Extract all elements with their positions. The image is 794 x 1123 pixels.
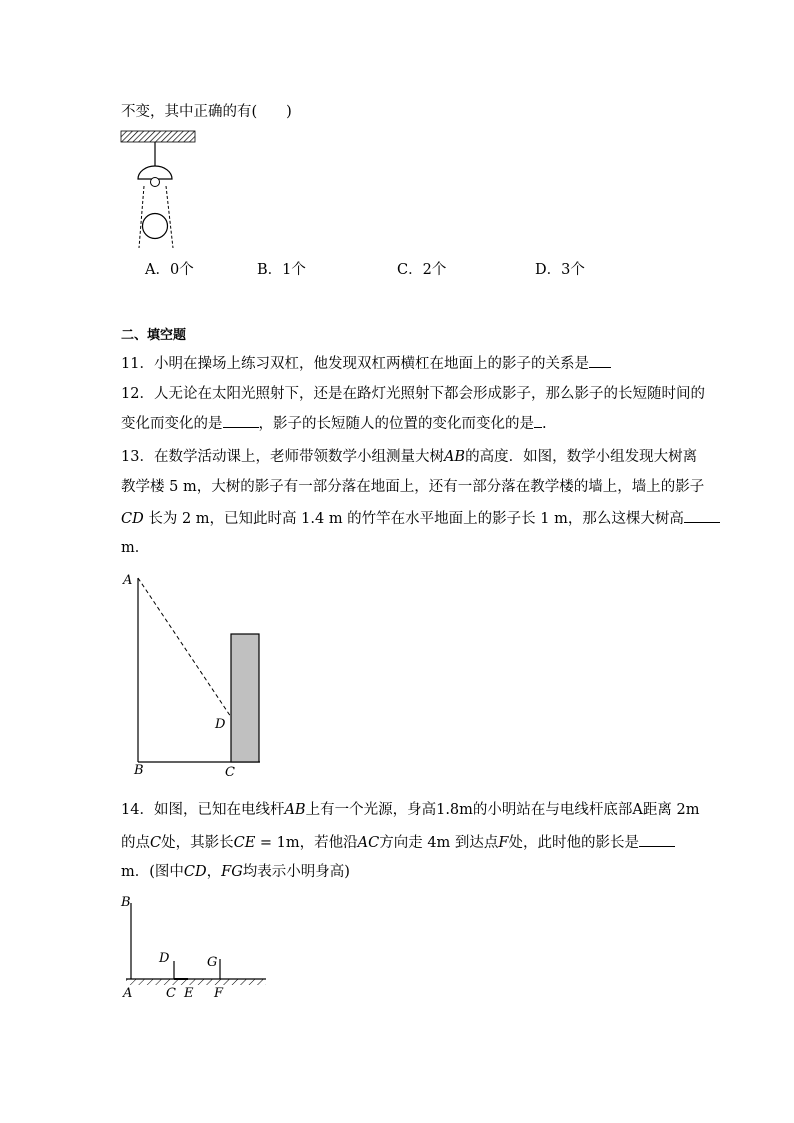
q14-label-f: F (214, 986, 224, 1001)
light-ray-left (139, 186, 144, 248)
q14-label-e: E (184, 986, 194, 1001)
q12-line2c: . (542, 416, 547, 432)
q14-ac: AC (357, 835, 380, 851)
q14-c: C (150, 835, 162, 851)
q14-label-d: D (159, 951, 170, 966)
q14-line3b: ， (206, 864, 222, 880)
q14-ab: AB (284, 802, 306, 818)
q12-line2a: 变化而变化的是 (121, 416, 223, 432)
q14-line2 (121, 832, 675, 853)
q14-line3 (121, 862, 350, 882)
q14-line1a: 14．如图，已知在电线杆 (121, 802, 285, 818)
q14-label-b: B (121, 895, 131, 910)
ground-hatch (126, 979, 266, 985)
q12-line1: 12．人无论在太阳光照射下，还是在路灯光照射下都会形成影子，那么影子的长短随时间的 (121, 386, 705, 402)
lamp-bulb (151, 178, 160, 187)
q13-label-c: C (225, 765, 235, 780)
q13-label-d: D (215, 717, 226, 732)
q14-fg: FG (221, 864, 243, 880)
option-d: D．3个 (535, 262, 585, 278)
q13-line1a: 13．在数学活动课上，老师带领数学小组测量大树 (121, 449, 444, 465)
q13-line1 (121, 447, 697, 467)
sun-ray-ad (138, 578, 231, 717)
q12-blank-2 (534, 413, 542, 428)
lamp-figure (118, 128, 198, 252)
option-c: C．2个 (397, 262, 447, 278)
q13-line1b: 的高度．如图，数学小组发现大树离 (465, 449, 698, 465)
q14-line1 (121, 800, 699, 820)
pole-figure (118, 895, 273, 990)
q11-text: 11．小明在操场上练习双杠，他发现双杠两横杠在地面上的影子的关系是 (121, 356, 589, 372)
q14-label-a: A (123, 986, 133, 1001)
q13-cd: CD (121, 511, 144, 527)
q14-blank (639, 832, 675, 847)
q13-blank (684, 508, 720, 523)
q14-line2c: = 1m，若他沿 (255, 835, 358, 851)
q12-line2b: ，影子的长短随人的位置的变化而变化的是 (258, 416, 534, 432)
q13-label-a: A (123, 573, 133, 588)
q14-line3c: 均表示小明身高) (242, 864, 350, 880)
q13-label-b: B (134, 763, 144, 778)
tree-building-figure (118, 570, 278, 785)
q13-line4: m． (121, 540, 150, 556)
q14-ce: CE (233, 835, 256, 851)
q13-line2: 教学楼 5 m，大树的影子有一部分落在地面上，还有一部分落在教学楼的墙上，墙上的影子 (121, 479, 705, 495)
q14-line2b: 处，其影长 (161, 835, 234, 851)
ceiling-hatch (121, 131, 195, 142)
option-a: A．0个 (145, 262, 194, 278)
q14-line2e: 处，此时他的影长是 (508, 835, 639, 851)
q14-cd: CD (183, 864, 207, 880)
q12-blank-1 (223, 413, 259, 428)
ball (143, 214, 168, 239)
q13-ab: AB (443, 449, 466, 465)
q14-label-g: G (207, 955, 218, 970)
option-b: B．1个 (257, 262, 306, 278)
q13-line3-text: 长为 2 m，已知此时高 1.4 m 的竹竿在水平地面上的影子长 1 m，那么这棵大树高 (143, 511, 684, 527)
q10-tail: 不变，其中正确的有( ) (121, 104, 292, 120)
q11 (121, 353, 611, 374)
q14-f: F (498, 835, 509, 851)
q12-line2 (121, 413, 547, 434)
building (231, 634, 259, 762)
light-ray-right (166, 186, 173, 248)
q14-line2d: 方向走 4m 到达点 (379, 835, 499, 851)
q14-line3a: m．(图中 (121, 864, 184, 880)
q13-line3 (121, 508, 720, 529)
q14-line1b: 上有一个光源，身高1.8m的小明站在与电线杆底部A距离 2m (305, 802, 700, 818)
section-title: 二、填空题 (121, 328, 187, 343)
q11-blank (589, 353, 611, 368)
q14-label-c: C (166, 986, 176, 1001)
q14-line2a: 的点 (121, 835, 150, 851)
